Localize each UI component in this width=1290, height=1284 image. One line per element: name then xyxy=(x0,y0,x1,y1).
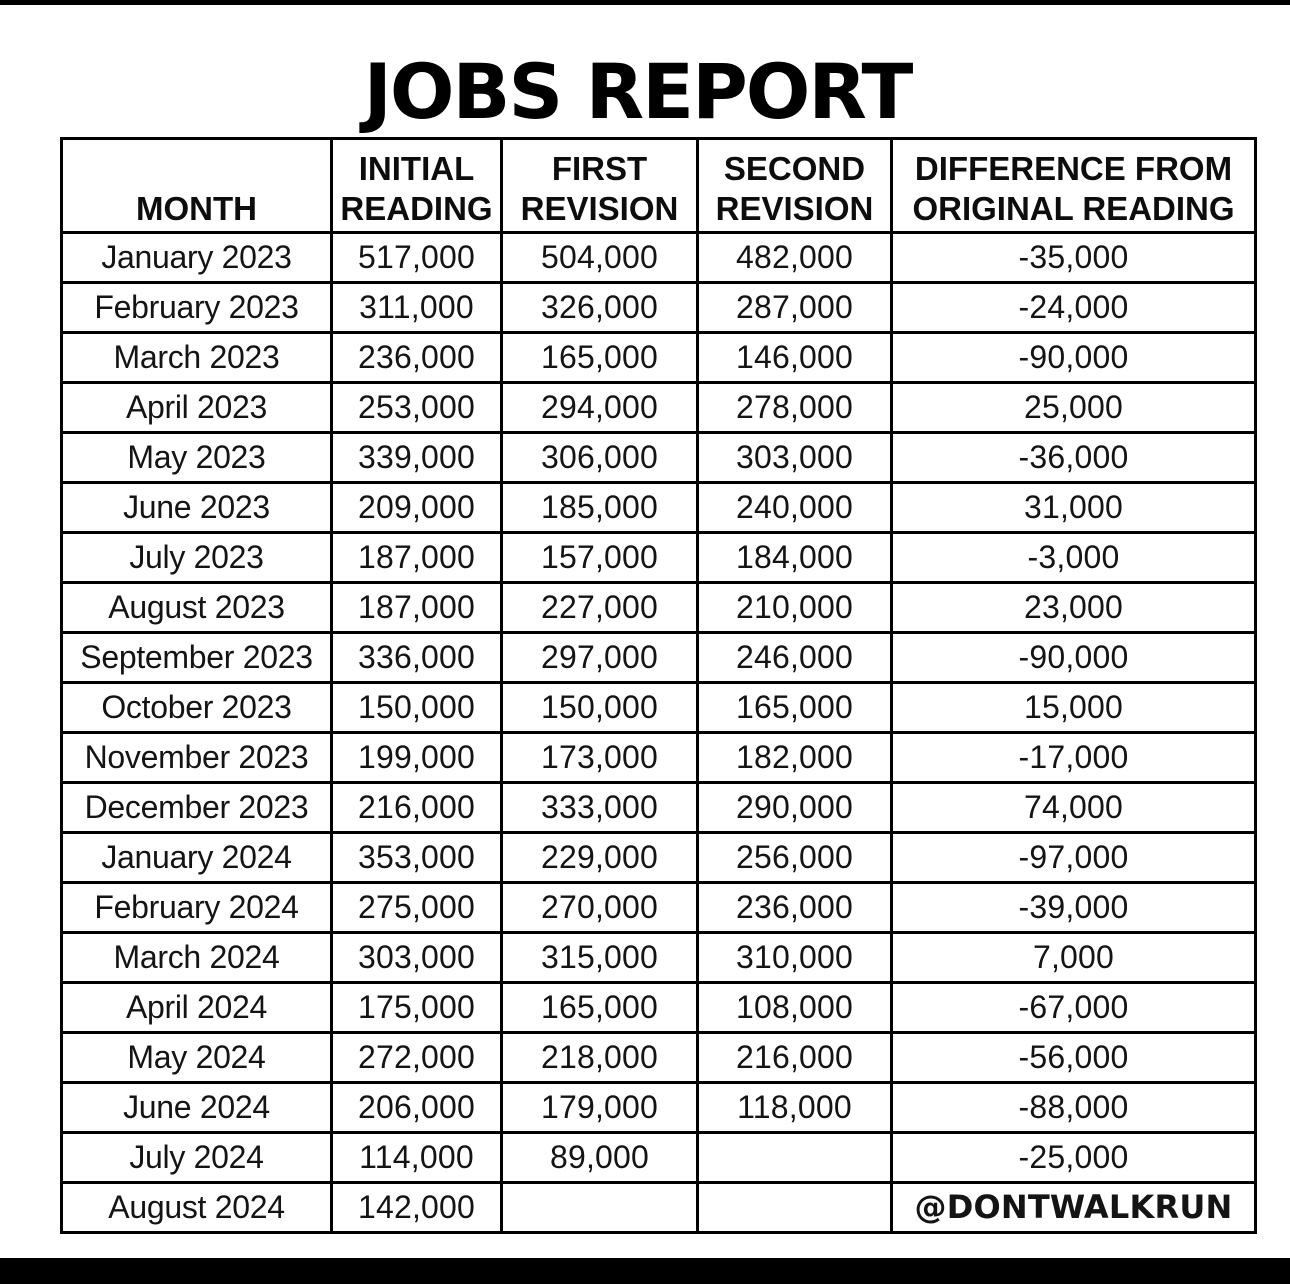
second-revision-cell: 310,000 xyxy=(698,933,892,983)
table-row xyxy=(62,883,1256,933)
second-revision-cell xyxy=(698,1183,892,1233)
header-month-line-1: MONTH xyxy=(136,190,257,227)
initial-reading-cell: 142,000 xyxy=(332,1183,502,1233)
initial-reading-cell: 253,000 xyxy=(332,383,502,433)
initial-reading-cell: 187,000 xyxy=(332,583,502,633)
second-revision-cell: 216,000 xyxy=(698,1033,892,1083)
table-row xyxy=(62,933,1256,983)
month-cell: October 2023 xyxy=(62,683,332,733)
month-cell: July 2023 xyxy=(62,533,332,583)
difference-cell: 7,000 xyxy=(892,933,1256,983)
initial-reading-cell: 339,000 xyxy=(332,433,502,483)
initial-reading-cell: 209,000 xyxy=(332,483,502,533)
second-revision-cell: 182,000 xyxy=(698,733,892,783)
initial-reading-cell: 517,000 xyxy=(332,233,502,283)
first-revision-cell: 315,000 xyxy=(502,933,698,983)
difference-cell: -3,000 xyxy=(892,533,1256,583)
second-revision-cell: 184,000 xyxy=(698,533,892,583)
second-revision-cell: 146,000 xyxy=(698,333,892,383)
initial-reading-cell: 114,000 xyxy=(332,1133,502,1183)
month-cell: February 2023 xyxy=(62,283,332,333)
first-revision-cell: 150,000 xyxy=(502,683,698,733)
month-cell: August 2023 xyxy=(62,583,332,633)
table-row xyxy=(62,1083,1256,1133)
second-revision-cell: 210,000 xyxy=(698,583,892,633)
month-cell: June 2023 xyxy=(62,483,332,533)
initial-reading-cell: 175,000 xyxy=(332,983,502,1033)
month-cell: January 2023 xyxy=(62,233,332,283)
first-revision-cell: 229,000 xyxy=(502,833,698,883)
header-second-revision xyxy=(698,139,892,233)
second-revision-cell: 108,000 xyxy=(698,983,892,1033)
header-initial-reading-line-2: READING xyxy=(340,190,493,227)
initial-reading-cell: 150,000 xyxy=(332,683,502,733)
table-row xyxy=(62,1033,1256,1083)
bottom-frame-bar xyxy=(0,1258,1290,1284)
month-cell: July 2024 xyxy=(62,1133,332,1183)
first-revision-cell: 504,000 xyxy=(502,233,698,283)
difference-cell: -88,000 xyxy=(892,1083,1256,1133)
difference-cell: -90,000 xyxy=(892,633,1256,683)
table-row xyxy=(62,533,1256,583)
table-row xyxy=(62,383,1256,433)
second-revision-cell: 236,000 xyxy=(698,883,892,933)
second-revision-cell: 165,000 xyxy=(698,683,892,733)
table-row xyxy=(62,733,1256,783)
table-row xyxy=(62,683,1256,733)
watermark-handle: @DONTWALKRUN xyxy=(892,1183,1256,1233)
first-revision-cell: 297,000 xyxy=(502,633,698,683)
second-revision-cell: 278,000 xyxy=(698,383,892,433)
table-row xyxy=(62,433,1256,483)
first-revision-cell: 173,000 xyxy=(502,733,698,783)
table-row xyxy=(62,1183,1256,1233)
first-revision-cell: 326,000 xyxy=(502,283,698,333)
difference-cell: -67,000 xyxy=(892,983,1256,1033)
initial-reading-cell: 311,000 xyxy=(332,283,502,333)
initial-reading-cell: 275,000 xyxy=(332,883,502,933)
first-revision-cell: 333,000 xyxy=(502,783,698,833)
month-cell: December 2023 xyxy=(62,783,332,833)
table-row xyxy=(62,983,1256,1033)
first-revision-cell: 179,000 xyxy=(502,1083,698,1133)
second-revision-cell: 256,000 xyxy=(698,833,892,883)
second-revision-cell: 290,000 xyxy=(698,783,892,833)
table-row xyxy=(62,833,1256,883)
report-title: JOBS REPORT xyxy=(363,47,912,136)
header-second-revision-line-2: REVISION xyxy=(715,190,874,227)
header-difference-line-2: ORIGINAL READING xyxy=(912,190,1235,227)
table-row xyxy=(62,283,1256,333)
first-revision-cell: 185,000 xyxy=(502,483,698,533)
difference-cell: -36,000 xyxy=(892,433,1256,483)
header-second-revision-line-1: SECOND xyxy=(723,150,866,187)
table-row xyxy=(62,633,1256,683)
header-first-revision-line-2: REVISION xyxy=(520,190,679,227)
first-revision-cell: 157,000 xyxy=(502,533,698,583)
first-revision-cell: 294,000 xyxy=(502,383,698,433)
month-cell: November 2023 xyxy=(62,733,332,783)
initial-reading-cell: 353,000 xyxy=(332,833,502,883)
month-cell: March 2023 xyxy=(62,333,332,383)
initial-reading-cell: 236,000 xyxy=(332,333,502,383)
month-cell: August 2024 xyxy=(62,1183,332,1233)
initial-reading-cell: 199,000 xyxy=(332,733,502,783)
header-first-revision xyxy=(502,139,698,233)
second-revision-cell: 240,000 xyxy=(698,483,892,533)
table-row xyxy=(62,483,1256,533)
difference-cell: -90,000 xyxy=(892,333,1256,383)
table-body xyxy=(62,233,1256,1233)
difference-cell: -35,000 xyxy=(892,233,1256,283)
header-first-revision-line-1: FIRST xyxy=(551,150,648,187)
table-row xyxy=(62,333,1256,383)
first-revision-cell: 270,000 xyxy=(502,883,698,933)
first-revision-cell: 227,000 xyxy=(502,583,698,633)
month-cell: April 2023 xyxy=(62,383,332,433)
initial-reading-cell: 216,000 xyxy=(332,783,502,833)
table-row xyxy=(62,233,1256,283)
first-revision-cell: 218,000 xyxy=(502,1033,698,1083)
initial-reading-cell: 336,000 xyxy=(332,633,502,683)
difference-cell: 15,000 xyxy=(892,683,1256,733)
first-revision-cell xyxy=(502,1183,698,1233)
first-revision-cell: 89,000 xyxy=(502,1133,698,1183)
table-header-row xyxy=(62,139,1256,233)
header-initial-reading-line-1: INITIAL xyxy=(358,150,475,187)
difference-cell: 74,000 xyxy=(892,783,1256,833)
header-month xyxy=(62,139,332,233)
difference-cell: 31,000 xyxy=(892,483,1256,533)
difference-cell: 23,000 xyxy=(892,583,1256,633)
month-cell: June 2024 xyxy=(62,1083,332,1133)
table-row xyxy=(62,1133,1256,1183)
second-revision-cell: 118,000 xyxy=(698,1083,892,1133)
header-difference xyxy=(892,139,1256,233)
difference-cell: -25,000 xyxy=(892,1133,1256,1183)
second-revision-cell: 246,000 xyxy=(698,633,892,683)
table-row xyxy=(62,783,1256,833)
first-revision-cell: 165,000 xyxy=(502,983,698,1033)
second-revision-cell: 482,000 xyxy=(698,233,892,283)
table-row xyxy=(62,583,1256,633)
initial-reading-cell: 272,000 xyxy=(332,1033,502,1083)
month-cell: September 2023 xyxy=(62,633,332,683)
jobs-report-table xyxy=(60,137,1257,1234)
header-initial-reading xyxy=(332,139,502,233)
initial-reading-cell: 187,000 xyxy=(332,533,502,583)
first-revision-cell: 306,000 xyxy=(502,433,698,483)
first-revision-cell: 165,000 xyxy=(502,333,698,383)
second-revision-cell: 303,000 xyxy=(698,433,892,483)
second-revision-cell: 287,000 xyxy=(698,283,892,333)
report-canvas xyxy=(0,5,1290,1258)
second-revision-cell xyxy=(698,1133,892,1183)
difference-cell: -17,000 xyxy=(892,733,1256,783)
difference-cell: 25,000 xyxy=(892,383,1256,433)
month-cell: February 2024 xyxy=(62,883,332,933)
month-cell: May 2023 xyxy=(62,433,332,483)
difference-cell: -24,000 xyxy=(892,283,1256,333)
month-cell: March 2024 xyxy=(62,933,332,983)
difference-cell: -56,000 xyxy=(892,1033,1256,1083)
difference-cell: -97,000 xyxy=(892,833,1256,883)
initial-reading-cell: 206,000 xyxy=(332,1083,502,1133)
initial-reading-cell: 303,000 xyxy=(332,933,502,983)
month-cell: May 2024 xyxy=(62,1033,332,1083)
month-cell: April 2024 xyxy=(62,983,332,1033)
difference-cell: -39,000 xyxy=(892,883,1256,933)
month-cell: January 2024 xyxy=(62,833,332,883)
header-difference-line-1: DIFFERENCE FROM xyxy=(914,150,1233,187)
